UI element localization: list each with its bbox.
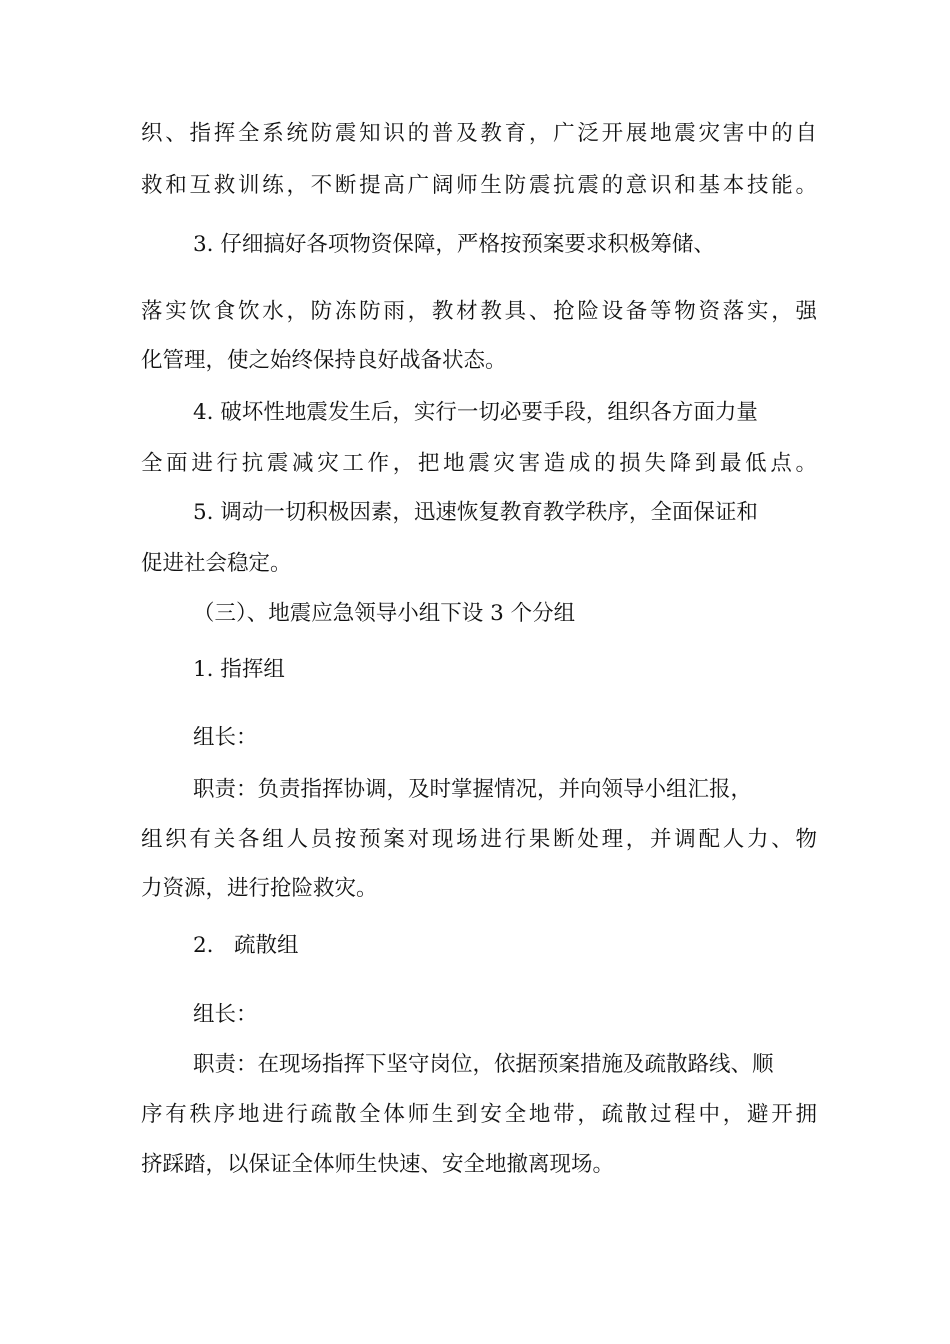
text-span: 力资源，进行抢险救灾。 [141, 876, 378, 901]
numbered-item-3 [0, 225, 950, 265]
text-line [0, 1145, 950, 1185]
text-span: 织、指挥全系统防震知识的普及教育，广泛开展地震灾害中的自 [141, 121, 817, 146]
group-heading-evacuation [0, 926, 950, 966]
text-line [0, 166, 950, 206]
text-span: 1. 指挥组 [193, 657, 285, 682]
text-line [0, 292, 950, 332]
text-span: 职责：在现场指挥下坚守岗位，依据预案措施及疏散路线、顺 [193, 1052, 774, 1077]
duty-text [0, 770, 950, 810]
duty-text [0, 1045, 950, 1085]
group-heading-command [0, 650, 950, 690]
text-span: （三）、地震应急领导小组下设 3 个分组 [193, 601, 576, 626]
text-span: 全面进行抗震减灾工作，把地震灾害造成的损失降到最低点。 [141, 451, 817, 476]
text-span: 组长： [193, 725, 258, 750]
text-span: 5. 调动一切积极因素，迅速恢复教育教学秩序，全面保证和 [193, 500, 758, 525]
text-span: 4. 破坏性地震发生后，实行一切必要手段，组织各方面力量 [193, 400, 758, 425]
text-line [0, 341, 950, 381]
numbered-item-4 [0, 393, 950, 433]
section-heading [0, 594, 950, 634]
text-span: 3. 仔细搞好各项物资保障，严格按预案要求积极筹储、 [193, 232, 715, 257]
text-span: 2. 疏散组 [193, 933, 299, 958]
text-span: 组长： [193, 1002, 258, 1027]
numbered-item-5 [0, 493, 950, 533]
text-line [0, 544, 950, 584]
leader-label [0, 718, 950, 758]
text-span: 落实饮食饮水，防冻防雨，教材教具、抢险设备等物资落实，强 [141, 299, 817, 324]
leader-label [0, 995, 950, 1035]
text-span: 救和互救训练，不断提高广阔师生防震抗震的意识和基本技能。 [141, 173, 817, 198]
text-line [0, 1095, 950, 1135]
text-line [0, 869, 950, 909]
text-span: 化管理，使之始终保持良好战备状态。 [141, 348, 507, 373]
text-span: 组织有关各组人员按预案对现场进行果断处理，并调配人力、物 [141, 827, 817, 852]
text-span: 挤踩踏，以保证全体师生快速、安全地撤离现场。 [141, 1152, 615, 1177]
text-span: 职责：负责指挥协调，及时掌握情况，并向领导小组汇报， [193, 777, 753, 802]
text-line [0, 114, 950, 154]
text-line [0, 444, 950, 484]
text-line [0, 820, 950, 860]
text-span: 促进社会稳定。 [141, 551, 292, 576]
text-span: 序有秩序地进行疏散全体师生到安全地带，疏散过程中，避开拥 [141, 1102, 817, 1127]
